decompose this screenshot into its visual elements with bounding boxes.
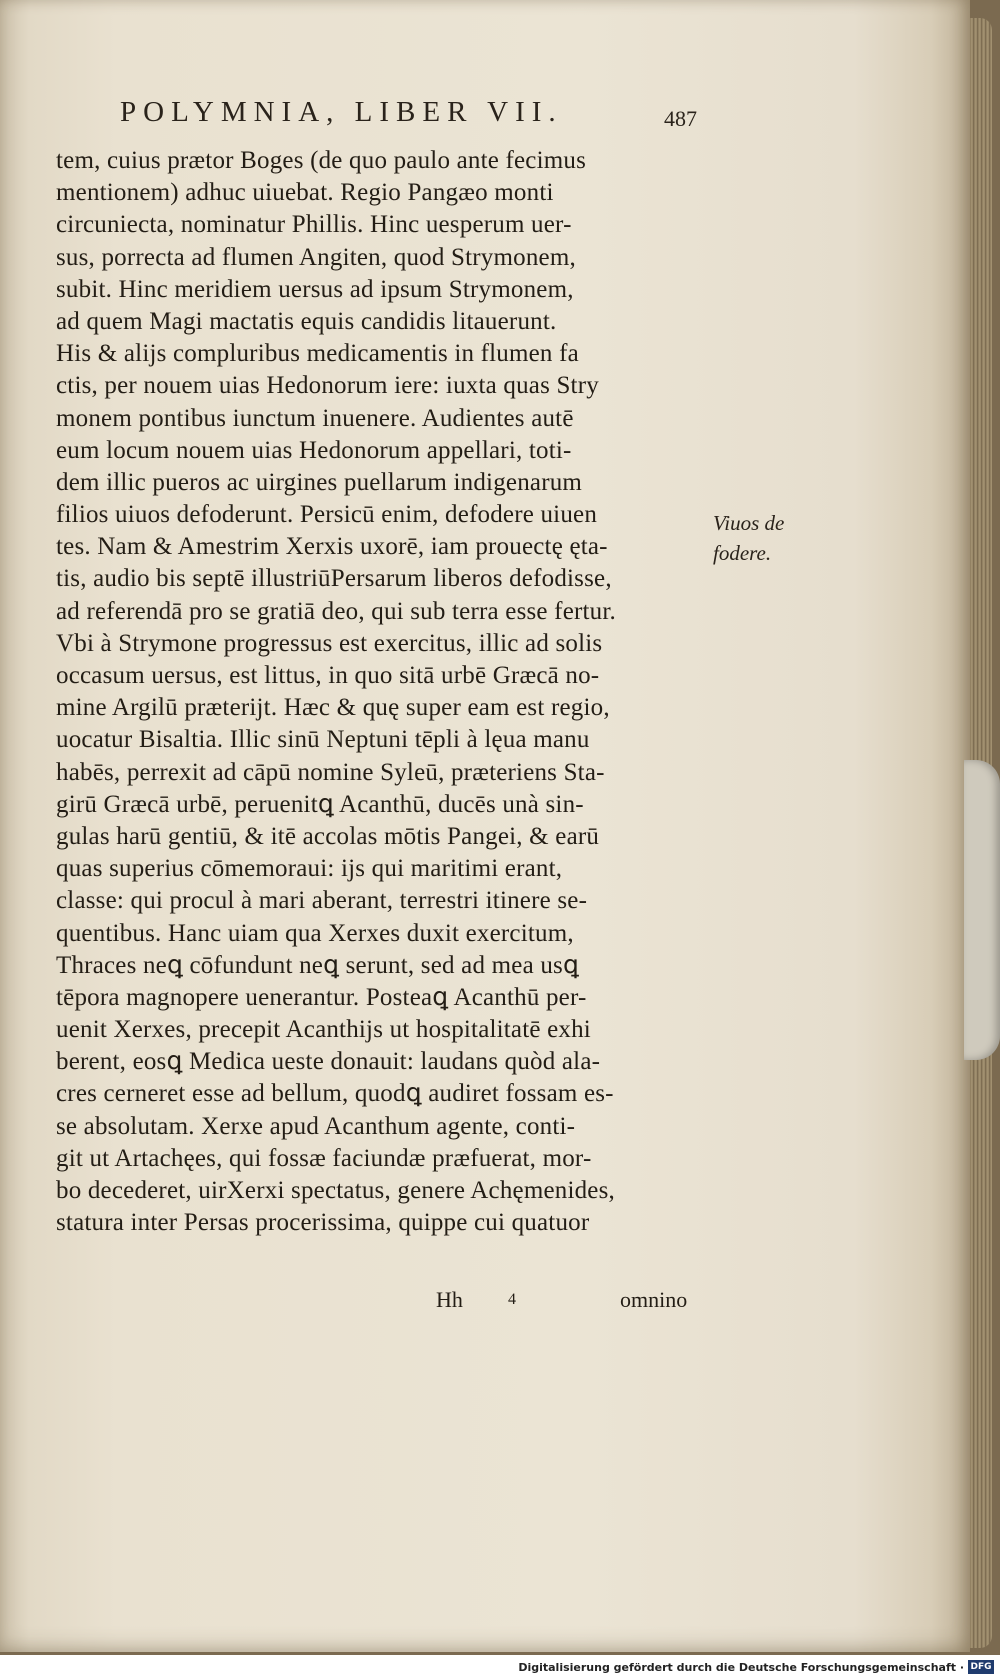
- dfg-logo-icon: DFG: [968, 1660, 994, 1674]
- text-line: bo decederet, uirXerxi spectatus, genere Achęmenides,: [56, 1177, 615, 1204]
- text-line: tēpora magnopere uenerantur. Posteaꝗ Acanthū per-: [56, 983, 587, 1011]
- text-line: ad quem Magi mactatis equis candidis litauerunt.: [56, 307, 557, 335]
- text-line: occasum uersus, est littus, in quo sitā urbē Græcā no-: [56, 662, 600, 689]
- marginal-note-line: fodere.: [713, 541, 772, 565]
- text-line: filios uiuos defoderunt. Persicū enim, defodere uiuen: [56, 501, 598, 529]
- text-line: tem, cuius prætor Boges (de quo paulo ante fecimus: [56, 147, 587, 174]
- signature-mark: Hh: [436, 1287, 463, 1312]
- book-clasp: [964, 760, 1000, 1060]
- digitization-footer: [0, 1656, 1000, 1680]
- text-line: classe: qui procul à mari aberant, terrestri itinere se-: [56, 887, 588, 915]
- text-line: uenit Xerxes, precepit Acanthijs ut hospitalitatē exhi: [56, 1016, 591, 1044]
- text-line: habēs, perrexit ad cāpū nomine Syleū, præteriens Sta-: [56, 758, 605, 786]
- text-line: quentibus. Hanc uiam qua Xerxes duxit exercitum,: [56, 919, 574, 947]
- funding-credit: Digitalisierung gefördert durch die Deutsche Forschungsgemeinschaft ·: [518, 1661, 964, 1674]
- body-text: [56, 145, 716, 1239]
- catchword: omnino: [620, 1287, 688, 1312]
- catchline: [436, 1287, 716, 1317]
- text-line: uocatur Bisaltia. Illic sinū Neptuni tēpli à lęua manu: [56, 726, 590, 754]
- text-line: subit. Hinc meridiem uersus ad ipsum Strymonem,: [56, 275, 574, 303]
- signature-number: 4: [508, 1291, 516, 1308]
- text-line: tis, audio bis septē illustriūPersarum liberos defodisse,: [56, 565, 612, 593]
- text-line: mentionem) adhuc uiuebat. Regio Pangæo monti: [56, 179, 554, 207]
- text-line: se absolutam. Xerxe apud Acanthum agente, conti-: [56, 1112, 576, 1140]
- text-line: eum locum nouem uias Hedonorum appellari, toti-: [56, 436, 572, 464]
- text-line: sus, porrecta ad flumen Angiten, quod Strymonem,: [56, 243, 576, 271]
- text-line: ctis, per nouem uias Hedonorum iere: iuxta quas Stry: [56, 372, 599, 400]
- marginal-note-line: Viuos de: [713, 511, 785, 535]
- text-line: Thraces neꝗ cōfundunt neꝗ serunt, sed ad mea usꝗ: [56, 951, 580, 979]
- text-line: mine Argilū præterijt. Hæc & quę super eam est regio,: [56, 694, 610, 722]
- text-line: berent, eosꝗ Medica ueste donauit: laudans quòd ala-: [56, 1048, 601, 1076]
- text-line: circuniecta, nominatur Phillis. Hinc uesperum uer-: [56, 211, 572, 239]
- text-line: statura inter Persas procerissima, quippe cui quatuor: [56, 1209, 590, 1237]
- text-line: ad referendā pro se gratiā deo, qui sub terra esse fertur.: [56, 597, 616, 625]
- text-line: quas superius cōmemoraui: ijs qui maritimi erant,: [56, 855, 563, 883]
- text-line: git ut Artachęes, qui fossæ faciundæ præfuerat, mor-: [56, 1144, 592, 1172]
- marginal-note: [713, 508, 784, 568]
- page-number: 487: [664, 106, 697, 131]
- text-line: Vbi à Strymone progressus est exercitus, illic ad solis: [56, 629, 603, 657]
- running-head: POLYMNIA, LIBER VII.: [120, 96, 563, 128]
- text-line: monem pontibus iunctum inuenere. Audientes autē: [56, 404, 574, 432]
- text-line: tes. Nam & Amestrim Xerxis uxorē, iam prouectę ęta-: [56, 533, 608, 561]
- text-line: gulas harū gentiū, & itē accolas mōtis Pangei, & earū: [56, 822, 600, 850]
- text-line: dem illic pueros ac uirgines puellarum indigenarum: [56, 468, 583, 496]
- text-line: His & alijs compluribus medicamentis in flumen fa: [56, 340, 579, 368]
- text-line: cres cerneret esse ad bellum, quodꝗ audiret fossam es-: [56, 1080, 614, 1108]
- text-line: girū Græcā urbē, peruenitꝗ Acanthū, ducēs unà sin-: [56, 790, 584, 818]
